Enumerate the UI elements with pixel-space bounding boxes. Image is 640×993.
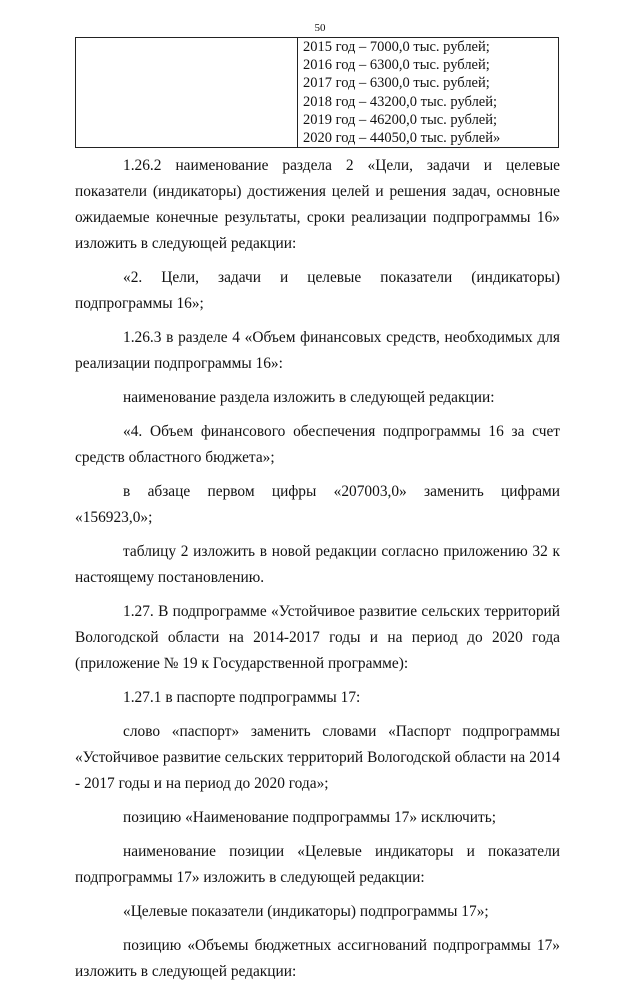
paragraph-1-27-1: 1.27.1 в паспорте подпрограммы 17: (123, 689, 361, 706)
funding-line-2016: 2016 год – 6300,0 тыс. рублей; (303, 57, 490, 74)
funding-line-2020: 2020 год – 44050,0 тыс. рублей» (303, 130, 501, 147)
paragraph-target-indicators: «Целевые показатели (индикаторы) подпрограммы 17»; (123, 903, 489, 920)
table-cell-empty (76, 38, 298, 148)
paragraph-passport-word: слово «паспорт» заменить словами «Паспорт подпрограммы «Устойчивое развитие сельских территорий Вологодской области на 2014 - 2017 годы и на период до 2020 года»; (75, 723, 560, 792)
paragraph-1-27: 1.27. В подпрограмме «Устойчивое развитие сельских территорий Вологодской области на 2014-2017 годы и на период до 2020 года (приложение № 19 к Государственной программе): (75, 603, 560, 672)
paragraph-indicators-position: наименование позиции «Целевые индикаторы и показатели подпрограммы 17» изложить в следующей редакции: (75, 843, 560, 886)
document-body (75, 153, 560, 993)
funding-table (75, 37, 559, 148)
paragraph-exclude-position: позицию «Наименование подпрограммы 17» исключить; (123, 809, 497, 826)
paragraph-table-2: таблицу 2 изложить в новой редакции согласно приложению 32 к настоящему постановлению. (75, 543, 560, 586)
paragraph-1-26-2: 1.26.2 наименование раздела 2 «Цели, задачи и целевые показатели (индикаторы) достижения целей и решения задач, основные ожидаемые конечные результаты, сроки реализации подпрограммы 16» изложить в следующей редакции: (75, 157, 560, 252)
funding-line-2017: 2017 год – 6300,0 тыс. рублей; (303, 75, 490, 92)
paragraph-rename-section: наименование раздела изложить в следующей редакции: (123, 389, 495, 406)
funding-line-2019: 2019 год – 46200,0 тыс. рублей; (303, 111, 498, 128)
paragraph-section-4-title: «4. Объем финансового обеспечения подпрограммы 16 за счет средств областного бюджета»; (75, 423, 560, 466)
paragraph-1-26-3: 1.26.3 в разделе 4 «Объем финансовых средств, необходимых для реализации подпрограммы 16»: (75, 329, 560, 372)
paragraph-section-2-title: «2. Цели, задачи и целевые показатели (индикаторы) подпрограммы 16»; (75, 269, 560, 312)
table-cell-funding (298, 38, 559, 148)
funding-line-2015: 2015 год – 7000,0 тыс. рублей; (303, 39, 490, 55)
page-number: 50 (314, 22, 326, 34)
funding-line-2018: 2018 год – 43200,0 тыс. рублей; (303, 93, 498, 110)
paragraph-replace-figures: в абзаце первом цифры «207003,0» заменить цифрами «156923,0»; (75, 483, 560, 526)
table-row (76, 38, 559, 148)
paragraph-budget-position: позицию «Объемы бюджетных ассигнований подпрограммы 17» изложить в следующей редакции: (75, 937, 560, 980)
